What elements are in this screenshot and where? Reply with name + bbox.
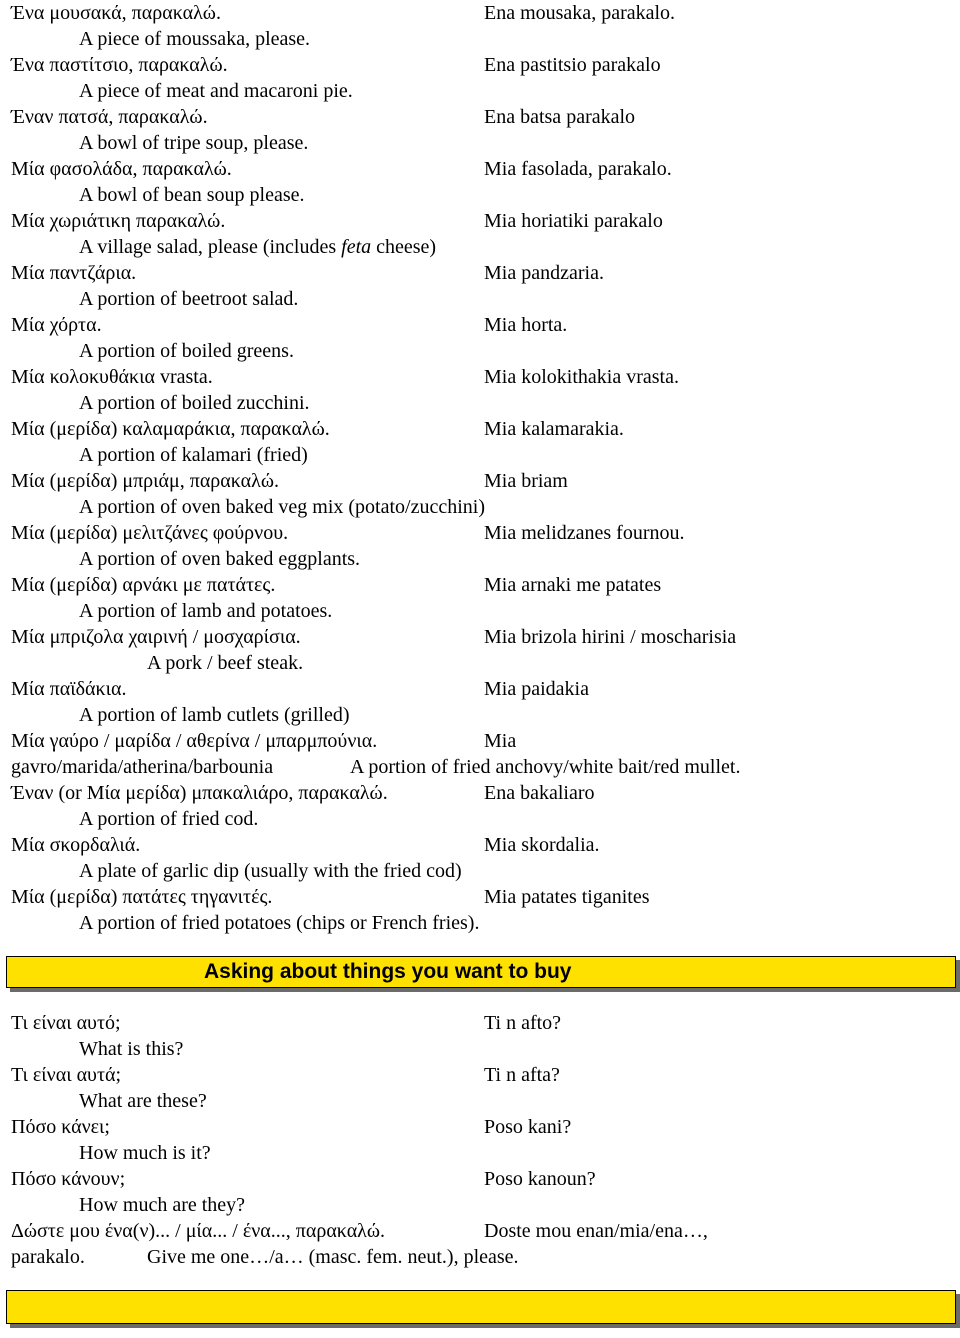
greek-phrase: Δώστε μου ένα(ν)... / μία... / ένα..., παρακαλώ.	[11, 1220, 386, 1242]
menu-item-3-line	[0, 156, 960, 182]
greek-phrase: Μία (μερίδα) αρνάκι με πατάτες.	[11, 574, 276, 596]
menu-item-12-english	[0, 650, 960, 676]
english-translation: A portion of oven baked veg mix (potato/zucchini)	[79, 496, 486, 518]
greek-phrase: Ένα μουσακά, παρακαλώ.	[11, 2, 221, 24]
transliteration: Mia horiatiki parakalo	[484, 210, 663, 232]
menu2-item-1-english	[0, 858, 960, 884]
section-banner	[6, 956, 956, 988]
greek-phrase: Μία μπριζολα χαιρινή / μοσχαρίσια.	[11, 626, 301, 648]
greek-phrase: Μία γαύρο / μαρίδα / αθερίνα / μπαρμπούνια.	[11, 730, 378, 752]
menu-item-12-line	[0, 624, 960, 650]
english-translation: How much is it?	[79, 1142, 211, 1164]
section-title: Asking about things you want to buy	[204, 960, 572, 983]
english-translation: A bowl of bean soup please.	[79, 184, 305, 206]
english-translation: A portion of kalamari (fried)	[79, 444, 308, 466]
menu-item-4-line	[0, 208, 960, 234]
menu-item-3-english	[0, 182, 960, 208]
english-translation: A portion of boiled zucchini.	[79, 392, 310, 414]
menu-item-8-english	[0, 442, 960, 468]
section-banner-empty	[6, 1290, 956, 1324]
greek-phrase: Έναν (or Μία μερίδα) μπακαλιάρο, παρακαλώ.	[11, 782, 388, 804]
menu-item-8-line	[0, 416, 960, 442]
transliteration: Mia horta.	[484, 314, 568, 336]
menu-item-10-english	[0, 546, 960, 572]
english-translation: A portion of lamb and potatoes.	[79, 600, 333, 622]
transliteration: Ti n afto?	[484, 1012, 562, 1034]
phrase-3-line	[0, 1166, 960, 1192]
transliteration: Ti n afta?	[484, 1064, 560, 1086]
greek-phrase: Πόσο κάνουν;	[11, 1168, 126, 1190]
english-translation: A plate of garlic dip (usually with the fried cod)	[79, 860, 462, 882]
english-translation: Give me one…/a… (masc. fem. neut.), please.	[147, 1246, 519, 1268]
transliteration: Mia briam	[484, 470, 568, 492]
menu-item-11-english	[0, 598, 960, 624]
greek-phrase: Τι είναι αυτό;	[11, 1012, 121, 1034]
menu-item-1-english	[0, 78, 960, 104]
transliteration-continued: gavro/marida/atherina/barbounia	[11, 756, 274, 778]
give-phrase-line	[0, 1218, 960, 1244]
greek-phrase: Μία (μερίδα) καλαμαράκια, παρακαλώ.	[11, 418, 330, 440]
menu-item-2-line	[0, 104, 960, 130]
transliteration: Mia pandzaria.	[484, 262, 604, 284]
transliteration: Doste mou enan/mia/ena…,	[484, 1220, 708, 1242]
english-translation: A portion of fried anchovy/white bait/red mullet.	[350, 756, 741, 778]
menu2-item-1-line	[0, 832, 960, 858]
english-translation: A pork / beef steak.	[147, 652, 304, 674]
menu-item-6-line	[0, 312, 960, 338]
give-phrase-line-2	[0, 1244, 960, 1270]
greek-phrase: Μία (μερίδα) πατάτες τηγανιτές.	[11, 886, 273, 908]
menu-item-13-line	[0, 676, 960, 702]
greek-phrase: Μία παϊδάκια.	[11, 678, 127, 700]
italic-term: feta	[341, 236, 372, 258]
greek-phrase: Ένα παστίτσιο, παρακαλώ.	[11, 54, 228, 76]
menu2-item-0-line	[0, 780, 960, 806]
english-translation: A portion of fried cod.	[79, 808, 259, 830]
english-translation: A portion of boiled greens.	[79, 340, 294, 362]
transliteration: Mia kalamarakia.	[484, 418, 624, 440]
greek-phrase: Μία χόρτα.	[11, 314, 102, 336]
transliteration: Mia kolokithakia vrasta.	[484, 366, 679, 388]
transliteration: Mia skordalia.	[484, 834, 600, 856]
greek-phrase: Μία (μερίδα) μπριάμ, παρακαλώ.	[11, 470, 280, 492]
english-translation: A bowl of tripe soup, please.	[79, 132, 309, 154]
english-translation: A piece of meat and macaroni pie.	[79, 80, 353, 102]
greek-phrase: Πόσο κάνει;	[11, 1116, 110, 1138]
menu-item-9-line	[0, 468, 960, 494]
english-translation: A portion of oven baked eggplants.	[79, 548, 361, 570]
english-translation: How much are they?	[79, 1194, 246, 1216]
greek-phrase: Μία (μερίδα) μελιτζάνες φούρνου.	[11, 522, 289, 544]
transliteration: Mia arnaki me patates	[484, 574, 662, 596]
greek-phrase: Μία χωριάτικη παρακαλώ.	[11, 210, 226, 232]
menu-item-11-line	[0, 572, 960, 598]
greek-phrase: Τι είναι αυτά;	[11, 1064, 122, 1086]
menu-item-0-english	[0, 26, 960, 52]
transliteration: Ena mousaka, parakalo.	[484, 2, 676, 24]
transliteration: Ena batsa parakalo	[484, 106, 636, 128]
menu-item-1-line	[0, 52, 960, 78]
transliteration: Ena bakaliaro	[484, 782, 595, 804]
menu2-item-2-english	[0, 910, 960, 936]
menu-item-13-english	[0, 702, 960, 728]
transliteration: Mia patates tiganites	[484, 886, 650, 908]
transliteration: Mia melidzanes fournou.	[484, 522, 685, 544]
phrase-3-english	[0, 1192, 960, 1218]
menu-item-2-english	[0, 130, 960, 156]
menu2-item-0-english	[0, 806, 960, 832]
greek-phrase: Μία φασολάδα, παρακαλώ.	[11, 158, 232, 180]
transliteration-continued: parakalo.	[11, 1246, 85, 1268]
menu-item-10-line	[0, 520, 960, 546]
greek-phrase: Μία παντζάρια.	[11, 262, 137, 284]
menu-item-9-english	[0, 494, 960, 520]
greek-phrase: Μία σκορδαλιά.	[11, 834, 141, 856]
transliteration: Ena pastitsio parakalo	[484, 54, 661, 76]
menu-item-4-english	[0, 234, 960, 260]
menu-item-7-line	[0, 364, 960, 390]
transliteration: Mia	[484, 730, 517, 752]
transliteration: Mia paidakia	[484, 678, 589, 700]
english-translation: A piece of moussaka, please.	[79, 28, 311, 50]
transliteration: Poso kani?	[484, 1116, 572, 1138]
menu-item-7-english	[0, 390, 960, 416]
greek-phrase: Μία κολοκυθάκια vrasta.	[11, 366, 213, 388]
phrase-1-english	[0, 1088, 960, 1114]
menu-item-6-english	[0, 338, 960, 364]
english-translation: A portion of fried potatoes (chips or French fries).	[79, 912, 480, 934]
phrase-2-english	[0, 1140, 960, 1166]
phrase-0-english	[0, 1036, 960, 1062]
english-translation: A portion of beetroot salad.	[79, 288, 299, 310]
menu-item-5-line	[0, 260, 960, 286]
fish-item-line-2	[0, 754, 960, 780]
fish-item-line	[0, 728, 960, 754]
phrase-1-line	[0, 1062, 960, 1088]
phrase-0-line	[0, 1010, 960, 1036]
phrase-2-line	[0, 1114, 960, 1140]
transliteration: Poso kanoun?	[484, 1168, 596, 1190]
transliteration: Mia fasolada, parakalo.	[484, 158, 672, 180]
greek-phrase: Έναν πατσά, παρακαλώ.	[11, 106, 208, 128]
english-translation: A village salad, please (includes feta cheese)	[79, 236, 437, 258]
menu2-item-2-line	[0, 884, 960, 910]
english-translation: What are these?	[79, 1090, 207, 1112]
menu-item-0-line	[0, 0, 960, 26]
menu-item-5-english	[0, 286, 960, 312]
english-translation: A portion of lamb cutlets (grilled)	[79, 704, 350, 726]
english-translation: What is this?	[79, 1038, 184, 1060]
transliteration: Mia brizola hirini / moscharisia	[484, 626, 737, 648]
